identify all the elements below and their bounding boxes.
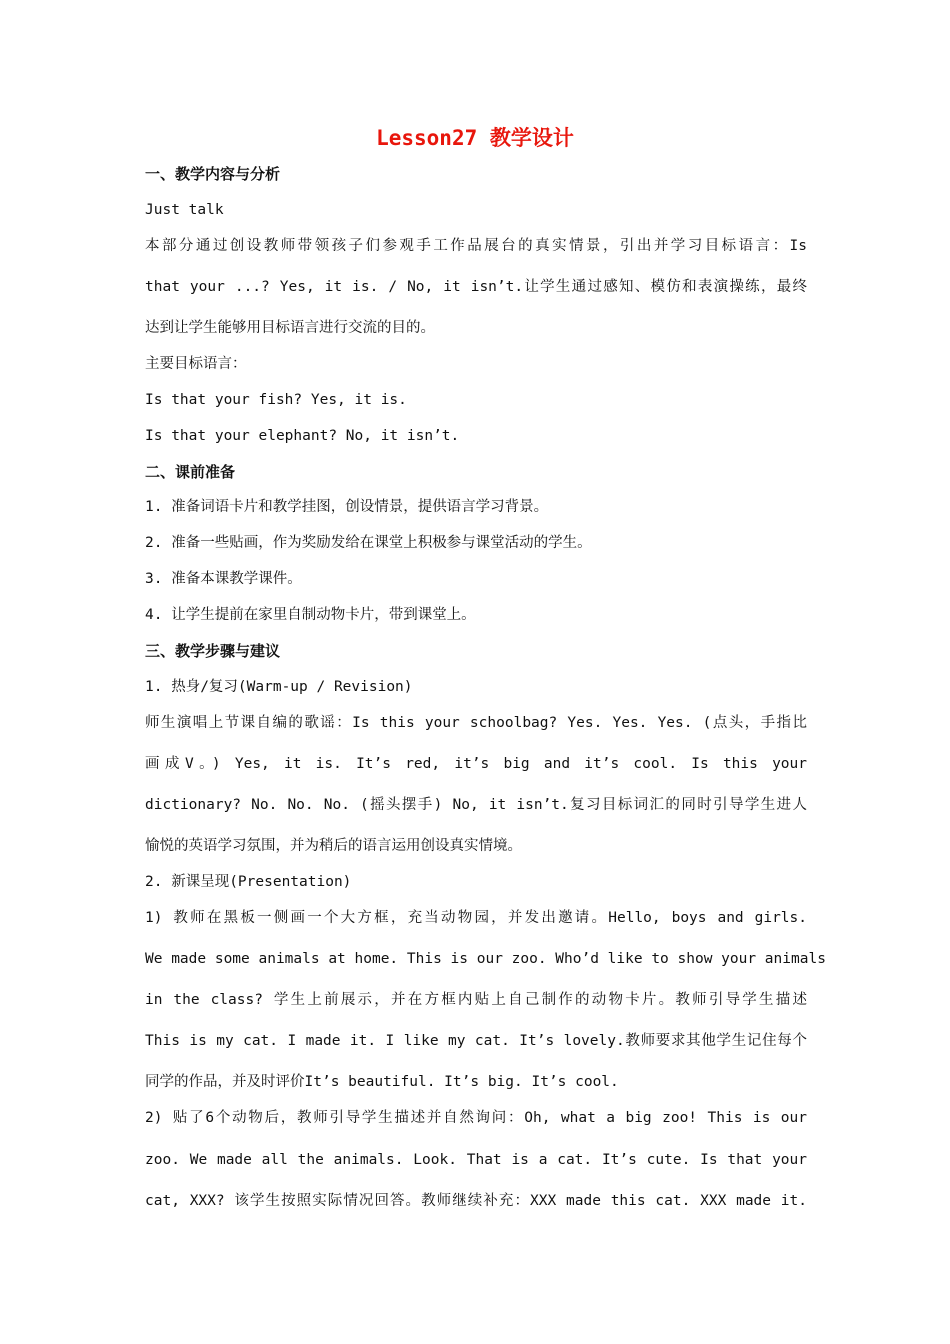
paragraph-line: 1) 教师在黑板一侧画一个大方框，充当动物园，并发出邀请。Hello, boys and girls. [145, 910, 807, 926]
paragraph-line: This is my cat. I made it. I like my cat. It’s lovely.教师要求其他学生记住每个 [145, 1033, 807, 1049]
paragraph-line: zoo. We made all the animals. Look. That is a cat. It’s cute. Is that your [145, 1152, 807, 1168]
paragraph-line: We made some animals at home. This is our zoo. Who’d like to show your animals [145, 951, 826, 967]
paragraph-line: 本部分通过创设教师带领孩子们参观手工作品展台的真实情景，引出并学习目标语言：Is [145, 238, 807, 254]
paragraph-line: 师生演唱上节课自编的歌谣：Is this your schoolbag? Yes. Yes. Yes. (点头，手指比 [145, 715, 807, 731]
paragraph-line: 愉悦的英语学习氛围，并为稍后的语言运用创设真实情境。 [145, 838, 522, 854]
paragraph-line: dictionary? No. No. No. (摇头摆手) No, it isn’t.复习目标词汇的同时引导学生进人 [145, 797, 807, 813]
paragraph-line: 4. 让学生提前在家里自制动物卡片，带到课堂上。 [145, 607, 476, 623]
paragraph-line: 主要目标语言： [145, 356, 247, 372]
paragraph-line: 3. 准备本课教学课件。 [145, 571, 302, 587]
section-heading: 三、教学步骤与建议 [145, 642, 281, 660]
paragraph-line: that your ...? Yes, it is. / No, it isn’t.让学生通过感知、模仿和表演操练，最终 [145, 279, 807, 295]
paragraph-line: Is that your fish? Yes, it is. [145, 392, 407, 408]
paragraph-line: 画成V。) Yes, it is. It’s red, it’s big and it’s cool. Is this your [145, 756, 807, 772]
document-title: Lesson27 教学设计 [376, 126, 574, 150]
section-heading: 二、课前准备 [145, 463, 236, 481]
paragraph-line: 1. 准备词语卡片和教学挂图，创设情景，提供语言学习背景。 [145, 499, 549, 515]
paragraph-line: cat, XXX? 该学生按照实际情况回答。教师继续补充：XXX made this cat. XXX made it. [145, 1193, 807, 1209]
paragraph-line: Just talk [145, 202, 224, 218]
paragraph-line: 达到让学生能够用目标语言进行交流的目的。 [145, 320, 435, 336]
paragraph-line: 2) 贴了6个动物后，教师引导学生描述并自然询问：Oh, what a big zoo! This is our [145, 1110, 807, 1126]
paragraph-line: in the class? 学生上前展示，并在方框内贴上自己制作的动物卡片。教师引导学生描述 [145, 992, 807, 1008]
paragraph-line: 2. 准备一些贴画，作为奖励发给在课堂上积极参与课堂活动的学生。 [145, 535, 592, 551]
paragraph-line: 同学的作品，并及时评价It’s beautiful. It’s big. It’s cool. [145, 1074, 619, 1090]
section-heading: 一、教学内容与分析 [145, 165, 281, 183]
paragraph-line: Is that your elephant? No, it isn’t. [145, 428, 460, 444]
paragraph-line: 1. 热身/复习(Warm-up / Revision) [145, 679, 413, 695]
paragraph-line: 2. 新课呈现(Presentation) [145, 874, 352, 890]
